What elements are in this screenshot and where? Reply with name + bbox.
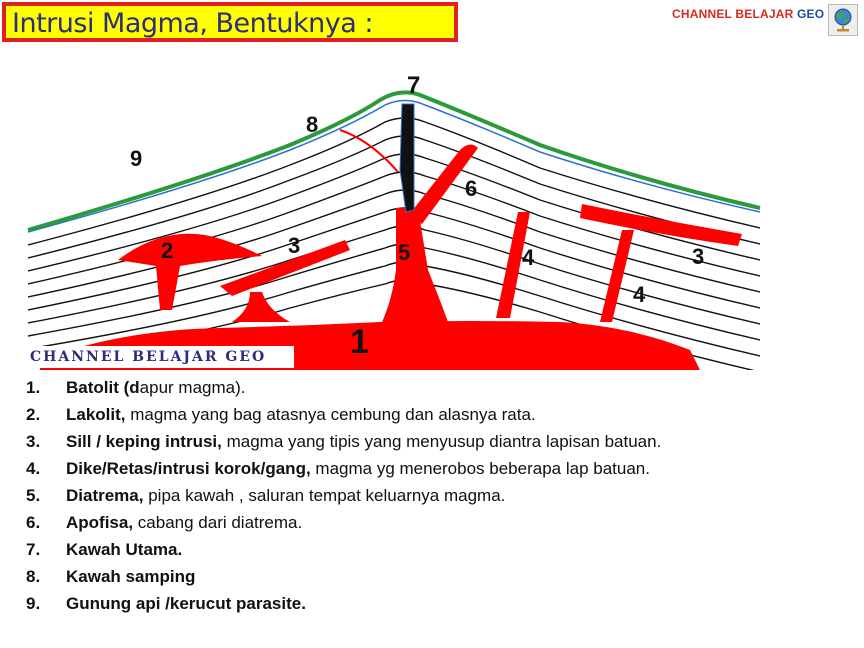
main-vent	[400, 104, 414, 212]
globe-icon	[829, 5, 857, 35]
legend-item	[26, 513, 856, 540]
label-4-middle: 4	[522, 245, 535, 270]
dike-right	[600, 230, 634, 322]
legend-item	[26, 567, 856, 594]
label-4-right: 4	[633, 282, 646, 307]
legend-number: 4.	[26, 459, 41, 478]
label-2: 2	[161, 238, 174, 263]
legend-number: 2.	[26, 405, 41, 424]
legend-item	[26, 432, 856, 459]
legend-desc: magma yang tipis yang menyusup diantra lapisan batuan.	[221, 432, 662, 451]
legend-number: 5.	[26, 486, 41, 505]
legend-item	[26, 540, 856, 567]
page-title: Intrusi Magma, Bentuknya :	[12, 8, 373, 39]
sill-right	[580, 204, 742, 246]
legend-desc: magma yg menerobos beberapa lap batuan.	[310, 459, 650, 478]
label-3-left: 3	[288, 233, 301, 258]
legend-desc: magma yang bag atasnya cembung dan alasnya rata.	[125, 405, 536, 424]
legend-item	[26, 594, 856, 621]
diatreme-pipe	[382, 208, 448, 322]
channel-brand-red: CHANNEL BELAJAR	[672, 7, 794, 21]
legend-number: 6.	[26, 513, 41, 532]
legend-number: 8.	[26, 567, 41, 586]
legend-number: 1.	[26, 378, 41, 397]
label-6: 6	[465, 176, 478, 201]
legend-desc: apur magma).	[139, 378, 246, 397]
magma-bodies	[40, 144, 742, 370]
magma-intrusion-diagram	[0, 60, 864, 370]
legend-desc: pipa kawah , saluran tempat keluarnya magma.	[143, 486, 506, 505]
legend-term: Dike/Retas/intrusi korok/gang,	[66, 459, 311, 478]
label-1: 1	[350, 323, 369, 361]
title-banner	[2, 2, 458, 42]
diagram-watermark: CHANNEL BELAJAR GEO	[26, 346, 294, 368]
legend-term: Apofisa,	[66, 513, 134, 532]
label-5: 5	[398, 240, 411, 265]
legend-term: Sill / keping intrusi,	[66, 432, 222, 451]
legend-term: Kawah Utama.	[66, 540, 183, 559]
label-9: 9	[130, 146, 143, 171]
legend-number: 7.	[26, 540, 41, 559]
legend-item	[26, 405, 856, 432]
legend-term: Kawah samping	[66, 567, 196, 586]
globe-logo-icon	[828, 4, 858, 36]
channel-brand	[672, 7, 824, 21]
legend-item	[26, 378, 856, 405]
label-3-right: 3	[692, 244, 705, 269]
channel-brand-blue: GEO	[797, 7, 825, 21]
legend-term: Diatrema,	[66, 486, 144, 505]
legend-term: Batolit (d	[66, 378, 140, 397]
legend-item	[26, 459, 856, 486]
legend-number: 9.	[26, 594, 41, 613]
legend-item	[26, 486, 856, 513]
legend-term: Gunung api /kerucut parasite.	[66, 594, 306, 613]
sill-left-feeder	[232, 292, 290, 322]
legend-term: Lakolit,	[66, 405, 126, 424]
label-8: 8	[306, 112, 319, 137]
legend-desc: cabang dari diatrema.	[133, 513, 303, 532]
label-7: 7	[407, 72, 421, 99]
legend-number: 3.	[26, 432, 41, 451]
legend-list	[26, 378, 856, 621]
